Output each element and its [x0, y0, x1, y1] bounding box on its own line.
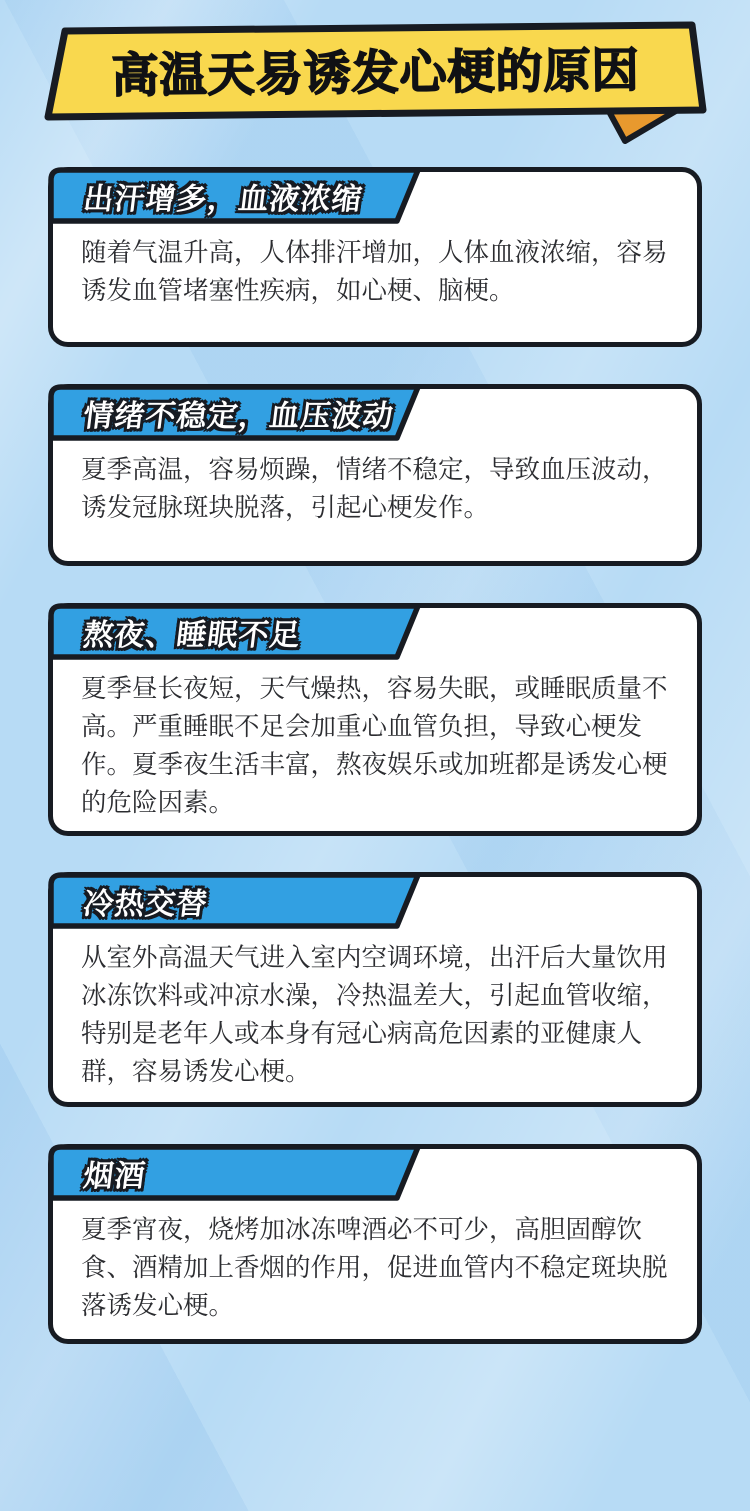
card-title: 烟酒	[81, 1159, 148, 1193]
card-body: 夏季高温，容易烦躁，情绪不稳定，导致血压波动，诱发冠脉斑块脱落，引起心梗发作。	[81, 456, 668, 522]
card-tab	[48, 167, 422, 224]
card-tab	[48, 384, 422, 441]
card-tab	[48, 1144, 422, 1201]
card-tab	[48, 872, 422, 929]
card-body: 从室外高温天气进入室内空调环境，出汗后大量饮用冰冻饮料或冲凉水澡，冷热温差大，引起血管收缩，特别是老年人或本身有冠心病高危因素的亚健康人群，容易诱发心梗。	[81, 944, 668, 1086]
card-body: 随着气温升高，人体排汗增加，人体血液浓缩，容易诱发血管堵塞性疾病，如心梗、脑梗。	[81, 239, 668, 305]
title-banner	[0, 0, 750, 142]
card-title: 出汗增多，血液浓缩	[81, 182, 365, 216]
card-title: 情绪不稳定，血压波动	[81, 399, 396, 433]
page-title: 高温天易诱发心梗的原因	[111, 42, 640, 102]
reason-card	[48, 872, 702, 1107]
card-title: 冷热交替	[81, 887, 210, 921]
card-body: 夏季昼长夜短，天气燥热，容易失眠，或睡眠质量不高。严重睡眠不足会加重心血管负担，导致心梗发作。夏季夜生活丰富，熬夜娱乐或加班都是诱发心梗的危险因素。	[81, 675, 668, 817]
reason-card	[48, 167, 702, 347]
card-tab	[48, 603, 422, 660]
card-title: 熬夜、睡眠不足	[81, 618, 303, 652]
card-body: 夏季宵夜，烧烤加冰冻啤酒必不可少，高胆固醇饮食、酒精加上香烟的作用，促进血管内不稳定斑块脱落诱发心梗。	[81, 1216, 668, 1320]
reason-card	[48, 603, 702, 836]
reason-card	[48, 1144, 702, 1344]
reason-card	[48, 384, 702, 566]
